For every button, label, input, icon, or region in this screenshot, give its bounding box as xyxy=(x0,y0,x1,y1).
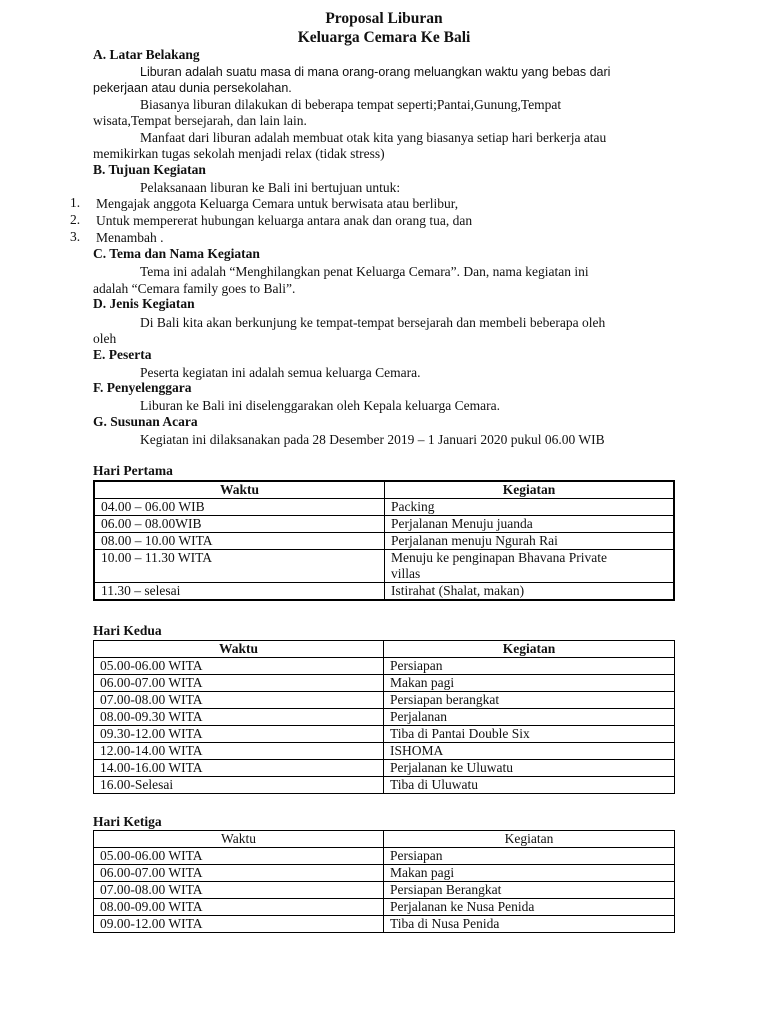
table-row xyxy=(94,533,674,550)
section-heading-b: B. Tujuan Kegiatan xyxy=(93,162,206,177)
table-row xyxy=(94,865,675,882)
table-header-row xyxy=(94,481,674,499)
list-number: 2. xyxy=(70,212,81,227)
cell-kegiatan: Persiapan xyxy=(384,658,675,675)
cell-kegiatan: Tiba di Uluwatu xyxy=(384,777,675,794)
column-header-waktu: Waktu xyxy=(94,641,384,658)
schedule-table-day-2 xyxy=(93,640,675,794)
day-label-1: Hari Pertama xyxy=(93,463,173,478)
table-header-row xyxy=(94,641,675,658)
cell-kegiatan: Tiba di Pantai Double Six xyxy=(384,726,675,743)
cell-waktu: 14.00-16.00 WITA xyxy=(94,760,384,777)
cell-waktu: 08.00-09.00 WITA xyxy=(94,899,384,916)
cell-waktu: 07.00-08.00 WITA xyxy=(94,882,384,899)
table-row xyxy=(94,848,675,865)
cell-kegiatan: Perjalanan xyxy=(384,709,675,726)
column-header-kegiatan: Kegiatan xyxy=(384,641,675,658)
column-header-waktu: Waktu xyxy=(94,481,385,499)
cell-waktu: 12.00-14.00 WITA xyxy=(94,743,384,760)
paragraph-line: Peserta kegiatan ini adalah semua keluarga Cemara. xyxy=(140,365,421,380)
table-row xyxy=(94,583,674,601)
table-row xyxy=(94,882,675,899)
table-row xyxy=(94,777,675,794)
list-number: 3. xyxy=(70,229,81,244)
paragraph-line: wisata,Tempat bersejarah, dan lain lain. xyxy=(93,113,307,128)
section-heading-c: C. Tema dan Nama Kegiatan xyxy=(93,246,260,261)
cell-kegiatan: Packing xyxy=(385,499,675,516)
paragraph-line: Tema ini adalah “Menghilangkan penat Keluarga Cemara”. Dan, nama kegiatan ini xyxy=(140,264,589,279)
table-row xyxy=(94,550,674,583)
column-header-kegiatan: Kegiatan xyxy=(384,831,675,848)
cell-kegiatan: Perjalanan ke Nusa Penida xyxy=(384,899,675,916)
schedule-table-day-3 xyxy=(93,830,675,933)
cell-kegiatan: Istirahat (Shalat, makan) xyxy=(385,583,675,601)
table-row xyxy=(94,726,675,743)
paragraph-line: oleh xyxy=(93,331,117,346)
column-header-waktu: Waktu xyxy=(94,831,384,848)
column-header-kegiatan: Kegiatan xyxy=(385,481,675,499)
cell-kegiatan: Perjalanan menuju Ngurah Rai xyxy=(385,533,675,550)
list-item: Menambah . xyxy=(96,230,164,245)
paragraph-line: Kegiatan ini dilaksanakan pada 28 Desember 2019 – 1 Januari 2020 pukul 06.00 WIB xyxy=(140,432,605,447)
cell-waktu: 09.30-12.00 WITA xyxy=(94,726,384,743)
table-row xyxy=(94,499,674,516)
cell-kegiatan: Perjalanan ke Uluwatu xyxy=(384,760,675,777)
table-row xyxy=(94,760,675,777)
cell-waktu: 08.00-09.30 WITA xyxy=(94,709,384,726)
cell-kegiatan: Perjalanan Menuju juanda xyxy=(385,516,675,533)
paragraph-line: Biasanya liburan dilakukan di beberapa tempat seperti;Pantai,Gunung,Tempat xyxy=(140,97,562,112)
schedule-table-day-1 xyxy=(93,480,675,601)
document-title: Proposal Liburan xyxy=(325,10,443,27)
cell-kegiatan: Persiapan berangkat xyxy=(384,692,675,709)
paragraph-line: adalah “Cemara family goes to Bali”. xyxy=(93,281,296,296)
cell-waktu: 16.00-Selesai xyxy=(94,777,384,794)
table-row xyxy=(94,658,675,675)
cell-kegiatan: Makan pagi xyxy=(384,675,675,692)
cell-waktu: 11.30 – selesai xyxy=(94,583,385,601)
cell-waktu: 05.00-06.00 WITA xyxy=(94,658,384,675)
cell-waktu: 06.00-07.00 WITA xyxy=(94,865,384,882)
day-label-3: Hari Ketiga xyxy=(93,814,162,829)
cell-waktu: 06.00 – 08.00WIB xyxy=(94,516,385,533)
cell-kegiatan: Persiapan xyxy=(384,848,675,865)
table-row xyxy=(94,916,675,933)
section-heading-e: E. Peserta xyxy=(93,347,152,362)
cell-kegiatan: Persiapan Berangkat xyxy=(384,882,675,899)
table-row xyxy=(94,692,675,709)
document-subtitle: Keluarga Cemara Ke Bali xyxy=(297,29,471,46)
cell-waktu: 09.00-12.00 WITA xyxy=(94,916,384,933)
cell-waktu: 10.00 – 11.30 WITA xyxy=(94,550,385,583)
cell-waktu: 06.00-07.00 WITA xyxy=(94,675,384,692)
cell-waktu: 05.00-06.00 WITA xyxy=(94,848,384,865)
section-heading-a: A. Latar Belakang xyxy=(93,47,200,62)
table-row xyxy=(94,675,675,692)
paragraph-line: Pelaksanaan liburan ke Bali ini bertujuan untuk: xyxy=(140,180,401,195)
list-item: Mengajak anggota Keluarga Cemara untuk berwisata atau berlibur, xyxy=(96,196,459,211)
cell-waktu: 08.00 – 10.00 WITA xyxy=(94,533,385,550)
section-heading-g: G. Susunan Acara xyxy=(93,414,198,429)
paragraph-line: Di Bali kita akan berkunjung ke tempat-tempat bersejarah dan membeli beberapa oleh xyxy=(140,315,606,330)
list-item: Untuk mempererat hubungan keluarga antara anak dan orang tua, dan xyxy=(96,213,473,228)
cell-kegiatan: Tiba di Nusa Penida xyxy=(384,916,675,933)
table-row xyxy=(94,743,675,760)
cell-kegiatan: Makan pagi xyxy=(384,865,675,882)
cell-kegiatan: Menuju ke penginapan Bhavana Private villas xyxy=(385,550,675,583)
cell-waktu: 04.00 – 06.00 WIB xyxy=(94,499,385,516)
cell-kegiatan: ISHOMA xyxy=(384,743,675,760)
table-row xyxy=(94,709,675,726)
paragraph-line: Liburan adalah suatu masa di mana orang-orang meluangkan waktu yang bebas dari xyxy=(140,65,611,79)
paragraph-line: Manfaat dari liburan adalah membuat otak kita yang biasanya setiap hari berkerja atau xyxy=(140,130,607,145)
paragraph-line: memikirkan tugas sekolah menjadi relax (tidak stress) xyxy=(93,146,385,161)
list-number: 1. xyxy=(70,195,81,210)
table-header-row xyxy=(94,831,675,848)
table-row xyxy=(94,516,674,533)
section-heading-f: F. Penyelenggara xyxy=(93,380,192,395)
paragraph-line: Liburan ke Bali ini diselenggarakan oleh Kepala keluarga Cemara. xyxy=(140,398,500,413)
section-heading-d: D. Jenis Kegiatan xyxy=(93,296,195,311)
day-label-2: Hari Kedua xyxy=(93,623,162,638)
table-row xyxy=(94,899,675,916)
paragraph-line: pekerjaan atau dunia persekolahan. xyxy=(93,81,292,95)
cell-waktu: 07.00-08.00 WITA xyxy=(94,692,384,709)
